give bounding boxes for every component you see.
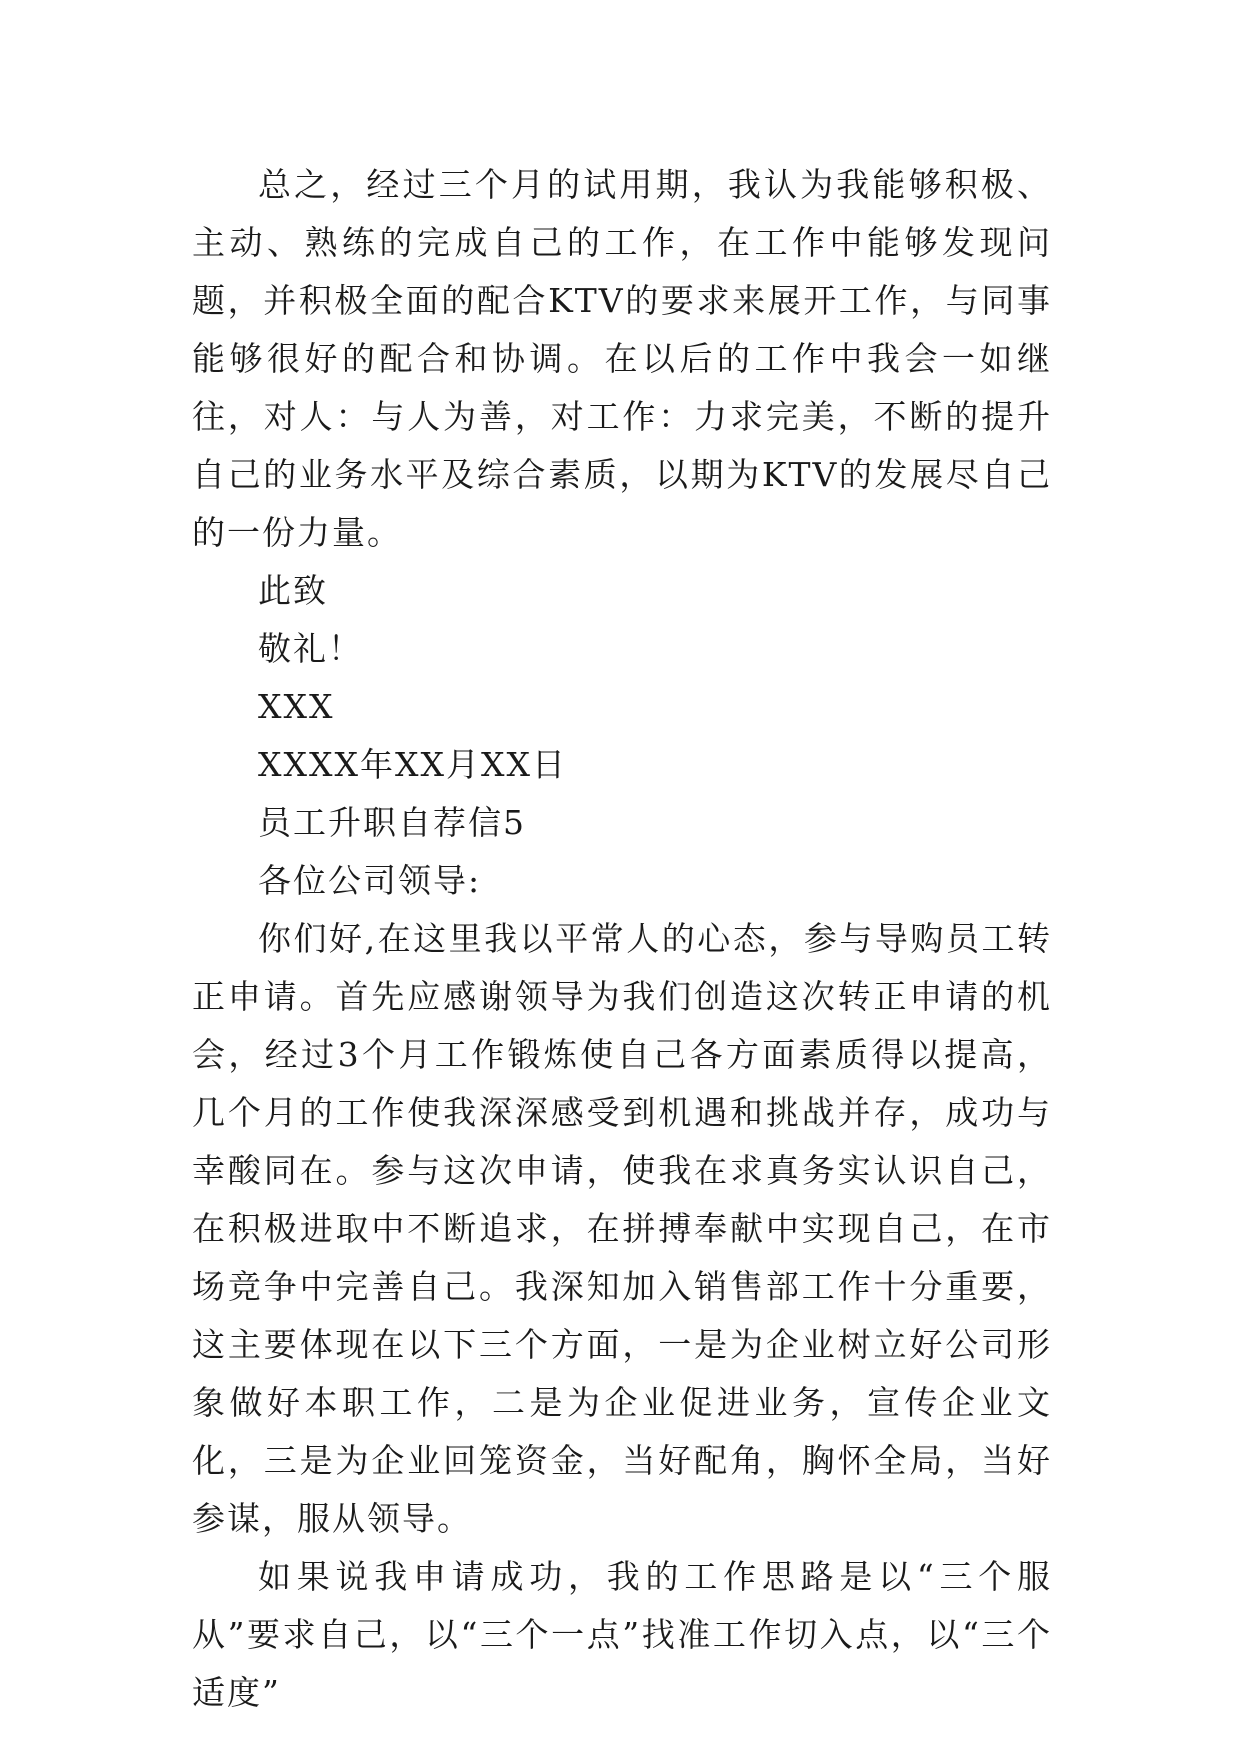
paragraph-work-plan: 如果说我申请成功，我的工作思路是以“三个服从”要求自己，以“三个一点”找准工作切入点，以“三个适度”: [192, 1557, 1052, 1712]
paragraph-summary: 总之，经过三个月的试用期，我认为我能够积极、主动、熟练的完成自己的工作，在工作中能够发现问题，并积极全面的配合KTV的要求来展开工作，与同事能够很好的配合和协调。在以后的工作中我会一如继往，对人：与人为善，对工作：力求完美，不断的提升自己的业务水平及综合素质，以期为KTV的发展尽自己的一份力量。: [192, 165, 1052, 552]
signature: XXX: [258, 687, 335, 726]
document-body: [192, 156, 1052, 1722]
date: XXXX年XX月XX日: [258, 745, 567, 784]
section-title: 员工升职自荐信5: [258, 803, 526, 842]
paragraph-application: 你们好,在这里我以平常人的心态，参与导购员工转正申请。首先应感谢领导为我们创造这次转正申请的机会，经过3个月工作锻炼使自己各方面素质得以提高，几个月的工作使我深深感受到机遇和挑战并存，成功与幸酸同在。参与这次申请，使我在求真务实认识自己，在积极进取中不断追求，在拼搏奉献中实现自己，在市场竞争中完善自己。我深知加入销售部工作十分重要，这主要体现在以下三个方面，一是为企业树立好公司形象做好本职工作，二是为企业促进业务，宣传企业文化，三是为企业回笼资金，当好配角，胸怀全局，当好参谋，服从领导。: [192, 919, 1052, 1538]
closing-regards: 敬礼！: [258, 629, 363, 668]
salutation: 各位公司领导:: [258, 861, 482, 900]
closing-salutation: 此致: [258, 571, 328, 610]
